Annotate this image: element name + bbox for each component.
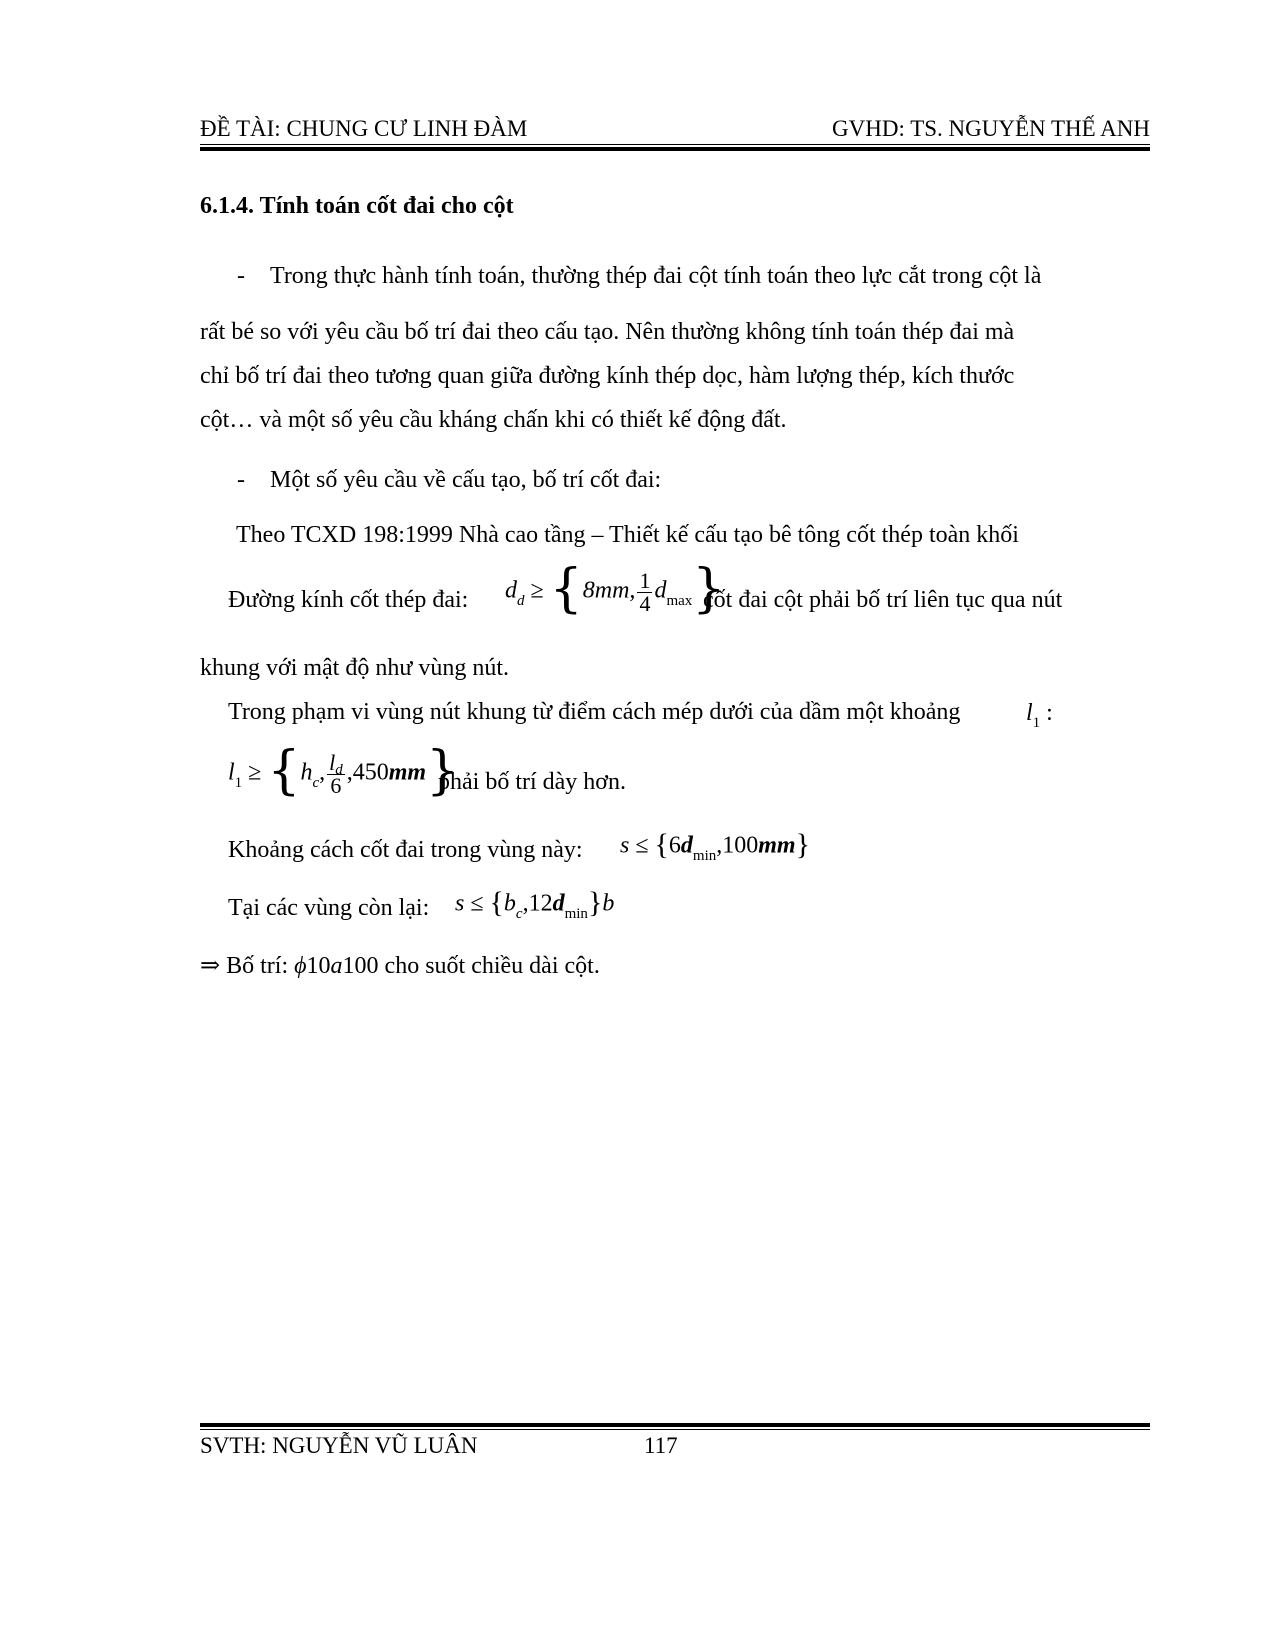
page-number: 117: [644, 1433, 678, 1458]
math-sub: 1: [234, 774, 243, 791]
math-term: ,12: [522, 890, 553, 917]
math-var: l: [228, 759, 235, 786]
math-term: 6: [668, 832, 681, 859]
paragraph-line: rất bé so với yêu cầu bố trí đai theo cấu tạo. Nên thường không tính toán thép đai mà: [200, 319, 1015, 345]
l1-symbol: [1026, 700, 1053, 731]
math-unit: mm: [388, 759, 427, 786]
math-brace: {: [267, 741, 301, 801]
math-den: 6: [327, 774, 345, 797]
spacing-formula: [620, 828, 811, 864]
header-left: ĐỀ TÀI: CHUNG CƯ LINH ĐÀM: [200, 116, 528, 141]
spacing-label: Khoảng cách cốt đai trong vùng này:: [228, 837, 583, 863]
zone-after: phải bố trí dày hơn.: [438, 769, 626, 795]
math-var: l: [329, 749, 336, 775]
math-sub: d: [517, 592, 525, 609]
implies-icon: ⇒: [200, 953, 221, 979]
math-brace: {: [489, 886, 504, 919]
math-var: s: [455, 890, 465, 917]
math-op: ≥: [248, 759, 262, 786]
math-num: [327, 749, 345, 778]
diameter-label: Đường kính cốt thép đai:: [228, 587, 469, 613]
paragraph-line: Một số yêu cầu về cấu tạo, bố trí cốt đai:: [270, 467, 662, 493]
math-var: b: [602, 890, 615, 917]
math-brace: {: [654, 828, 669, 861]
l1-formula: [228, 741, 460, 801]
math-brace: }: [587, 886, 603, 919]
math-brace: }: [692, 559, 726, 619]
math-var: d: [680, 832, 693, 859]
paragraph-line: chỉ bố trí đai theo tương quan giữa đường kính thép dọc, hàm lượng thép, kích thước: [200, 363, 1015, 389]
diameter-after: cốt đai cột phải bố trí liên tục qua nút: [703, 587, 1063, 613]
zone-line: Trong phạm vi vùng nút khung từ điểm cách mép dưới của dầm một khoảng: [228, 699, 961, 725]
math-sub: 1: [1032, 715, 1041, 731]
math-sub: c: [515, 905, 523, 922]
math-var: d: [654, 577, 667, 604]
math-var: b: [503, 890, 516, 917]
math-term: 10: [306, 953, 331, 979]
remaining-formula: [455, 886, 615, 922]
math-var: h: [300, 759, 313, 786]
math-fraction: [637, 567, 652, 616]
conclusion-label: Bố trí:: [226, 953, 289, 979]
header-rule-thin: [200, 144, 1150, 145]
math-var: d: [552, 890, 565, 917]
math-var: d: [505, 577, 517, 604]
math-op: ≤: [470, 890, 484, 917]
paragraph-line: Trong thực hành tính toán, thường thép đai cột tính toán theo lực cắt trong cột là: [270, 263, 1042, 289]
math-sub: c: [312, 774, 320, 791]
math-var: ϕ: [294, 953, 307, 979]
math-brace: }: [795, 828, 811, 861]
math-brace: }: [426, 741, 460, 801]
math-fraction: [327, 749, 345, 798]
header-right: GVHD: TS. NGUYỄN THẾ ANH: [832, 116, 1150, 141]
math-brace: {: [549, 559, 583, 619]
conclusion-line: [200, 954, 600, 978]
math-sub: d: [335, 761, 343, 778]
math-op: ≥: [530, 577, 544, 604]
math-op: ≤: [635, 832, 649, 859]
diameter-formula: [505, 559, 726, 619]
math-den: 4: [639, 590, 651, 616]
bullet-dash: -: [237, 263, 245, 289]
footer-author: SVTH: NGUYỄN VŨ LUÂN: [200, 1433, 478, 1458]
section-title: 6.1.4. Tính toán cốt đai cho cột: [200, 193, 514, 219]
math-sub: min: [692, 847, 717, 864]
footer-rule-thin: [200, 1429, 1150, 1430]
paragraph-line: khung với mật độ như vùng nút.: [200, 655, 510, 681]
math-var: a: [330, 953, 343, 979]
conclusion-after: cho suốt chiều dài cột.: [384, 953, 600, 979]
standard-reference: Theo TCXD 198:1999 Nhà cao tầng – Thiết kế cấu tạo bê tông cốt thép toàn khối: [236, 522, 1019, 548]
remaining-label: Tại các vùng còn lại:: [228, 895, 430, 921]
math-num: 1: [639, 567, 651, 593]
math-term: 100: [342, 953, 379, 979]
footer-rule-thick: [200, 1423, 1150, 1427]
bullet-dash: -: [237, 467, 245, 493]
math-comma: ,: [319, 759, 326, 786]
math-term: ,450: [346, 759, 389, 786]
math-unit: mm: [758, 832, 796, 859]
math-sub: max: [666, 592, 693, 609]
conclusion-formula: [294, 953, 378, 979]
math-term: 8mm,: [582, 577, 636, 604]
paragraph-line: cột… và một số yêu cầu kháng chấn khi có thiết kế động đất.: [200, 407, 787, 433]
math-sub: min: [564, 905, 588, 922]
math-var: s: [620, 832, 630, 859]
header-rule-thick: [200, 147, 1150, 151]
math-term: ,100: [716, 832, 759, 859]
math-colon: :: [1046, 700, 1053, 726]
math-var: l: [1026, 700, 1033, 726]
